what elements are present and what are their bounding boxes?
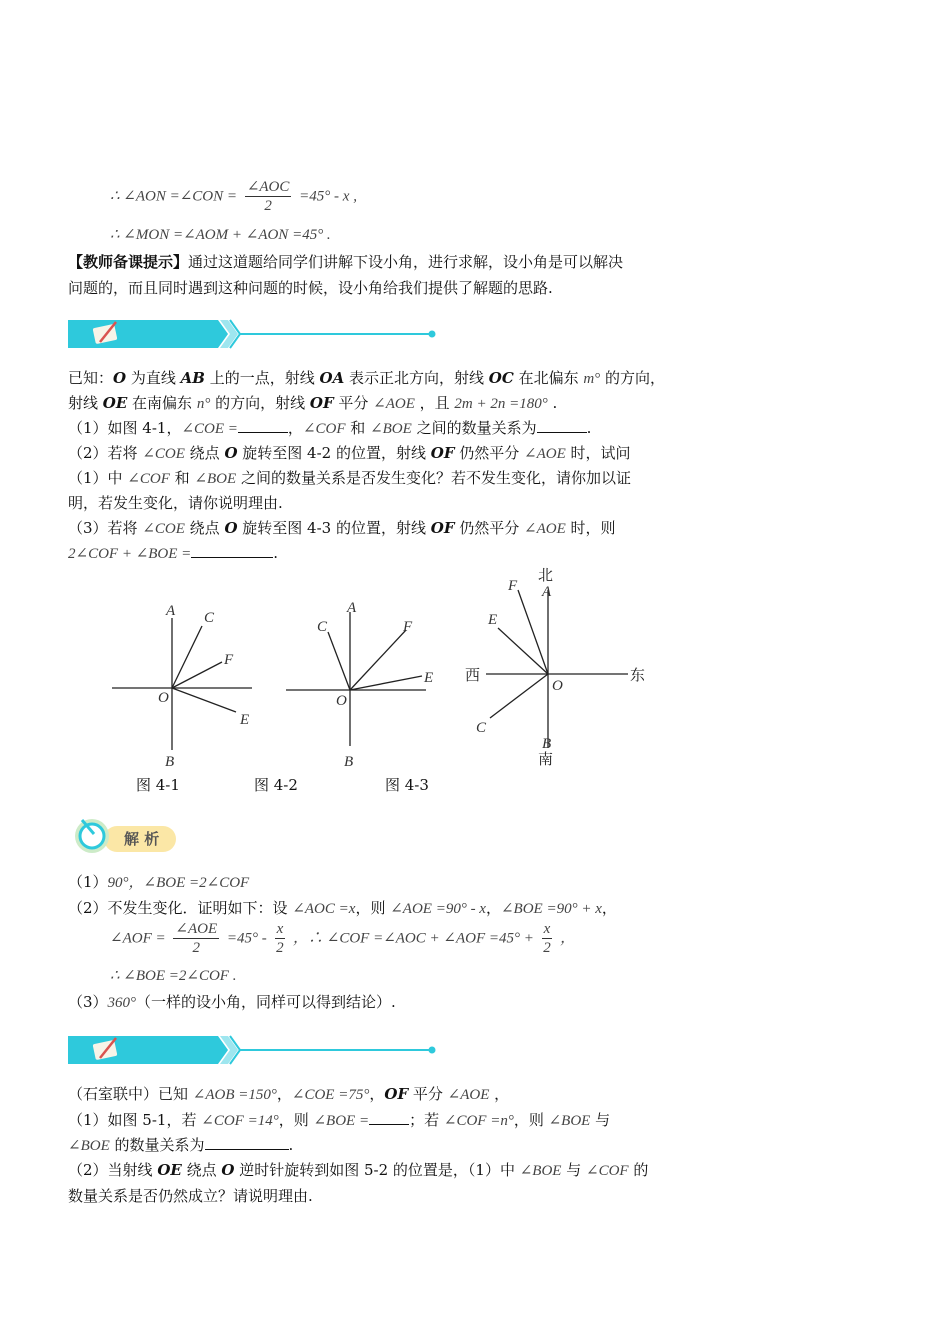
answer-blank[interactable] [369,1110,409,1125]
figure-caption-4-1: 图 4-1 [136,776,180,794]
fig2-label-f: F [403,619,413,635]
problem4-question3-line2: 2∠COF + ∠BOE = . [68,544,279,562]
teacher-tip-line1: 【教师备课提示】通过这道题给同学们讲解下设小角，进行求解，设小角是可以解决 [68,253,624,271]
fig2-label-a: A [347,600,357,616]
fig1-label-e: E [240,712,250,728]
teacher-tip-line2: 问题的，而且同时遇到这种问题的时候，设小角给我们提供了解题的思路. [68,279,553,297]
answer-blank[interactable] [238,418,288,433]
fig3-label-west: 西 [465,666,481,684]
solution4-part2-line2: ∠AOF = $\frac{\text{∠AOE}}{2}$ =45° - $\frac{x}{2}$ ，∴ ∠COF =∠AOC + ∠AOF =45° + $\frac{x}{2}$ ， [110,921,576,956]
fig3-label-north: 北 [538,566,554,584]
problem5-question1-line2: ∠BOE 的数量关系为 . [68,1136,294,1154]
section-banner [68,318,438,350]
problem4-question2-line3: 明，若发生变化，请你说明理由. [68,494,283,512]
magnifier-icon [80,824,104,848]
fig3-label-b: B [542,736,552,752]
answer-blank[interactable] [537,418,587,433]
answer-blank[interactable] [205,1135,289,1150]
fig1-label-o: O [158,690,169,706]
fig1-label-a: A [166,603,176,619]
solution4-part2-line1: （2）不发生变化．证明如下：设 ∠AOC =x，则 ∠AOE =90° - x，∠BOE =90° + x， [68,899,617,917]
problem4-question1: （1）如图 4-1，∠COE = ，∠COF 和 ∠BOE 之间的数量关系为 . [68,419,592,437]
fig3-label-south: 南 [538,750,554,768]
solution4-part2-line3: ∴ ∠BOE =2∠COF . [110,968,237,984]
figure-4-3 [486,590,628,748]
fig2-label-e: E [424,670,434,686]
problem4-question3-line1: （3）若将 ∠COE 绕点 O 旋转至图 4-3 的位置，射线 OF 仍然平分 ∠AOE 时，则 [68,519,616,537]
problem5-question2-line1: （2）当射线 OE 绕点 O 逆时针旋转到如图 5-2 的位置是，（1）中 ∠BOE 与 ∠COF 的 [68,1161,649,1179]
analysis-label: 解 析 [124,830,160,848]
fig2-label-o: O [336,693,347,709]
fig2-label-c: C [317,619,328,635]
figure-caption-4-2: 图 4-2 [254,776,298,794]
problem4-question2-line2: （1）中 ∠COF 和 ∠BOE 之间的数量关系是否发生变化？若不发生变化，请你加以证 [68,469,631,487]
figure-4-1 [112,618,252,750]
problem4-question2-line1: （2）若将 ∠COE 绕点 O 旋转至图 4-2 的位置，射线 OF 仍然平分 ∠AOE 时，试问 [68,444,631,462]
fig3-label-a: A [542,584,552,600]
solution-line-mon: ∴ ∠MON =∠AOM + ∠AON =45° . [110,227,331,243]
section-banner [68,1034,438,1066]
fig1-label-b: B [165,754,175,770]
fig2-label-b: B [344,754,354,770]
fig1-label-f: F [224,652,234,668]
problem5-line1: （石室联中）已知 ∠AOB =150°，∠COE =75°，OF 平分 ∠AOE ， [68,1085,510,1103]
fig1-label-c: C [204,610,215,626]
figures-4 [100,560,680,770]
problem5-question1-line1: （1）如图 5-1，若 ∠COF =14°，则 ∠BOE = ；若 ∠COF =n°，则 ∠BOE 与 [68,1111,611,1129]
fig3-label-o: O [552,678,563,694]
problem5-question2-line2: 数量关系是否仍然成立？请说明理由. [68,1187,313,1205]
fig3-label-e: E [488,612,498,628]
fig3-label-c: C [476,720,487,736]
fig3-label-east: 东 [630,666,646,684]
solution-line-aon: ∴ ∠AON =∠CON = $\frac{\text{∠AOC}}{2}$ =45° - x , [110,179,357,214]
fig3-label-f: F [508,578,518,594]
answer-blank[interactable] [191,543,273,558]
figure-caption-4-3: 图 4-3 [385,776,429,794]
solution4-part1: （1）90°，∠BOE =2∠COF [68,873,250,891]
solution4-part3: （3）360°（一样的设小角，同样可以得到结论）. [68,993,396,1011]
problem4-line1: 已知：O 为直线 AB 上的一点，射线 OA 表示正北方向，射线 OC 在北偏东 m° 的方向， [68,369,665,387]
problem4-line2: 射线 OE 在南偏东 n° 的方向，射线 OF 平分 ∠AOE ，且 2m + 2n =180° . [68,394,558,412]
